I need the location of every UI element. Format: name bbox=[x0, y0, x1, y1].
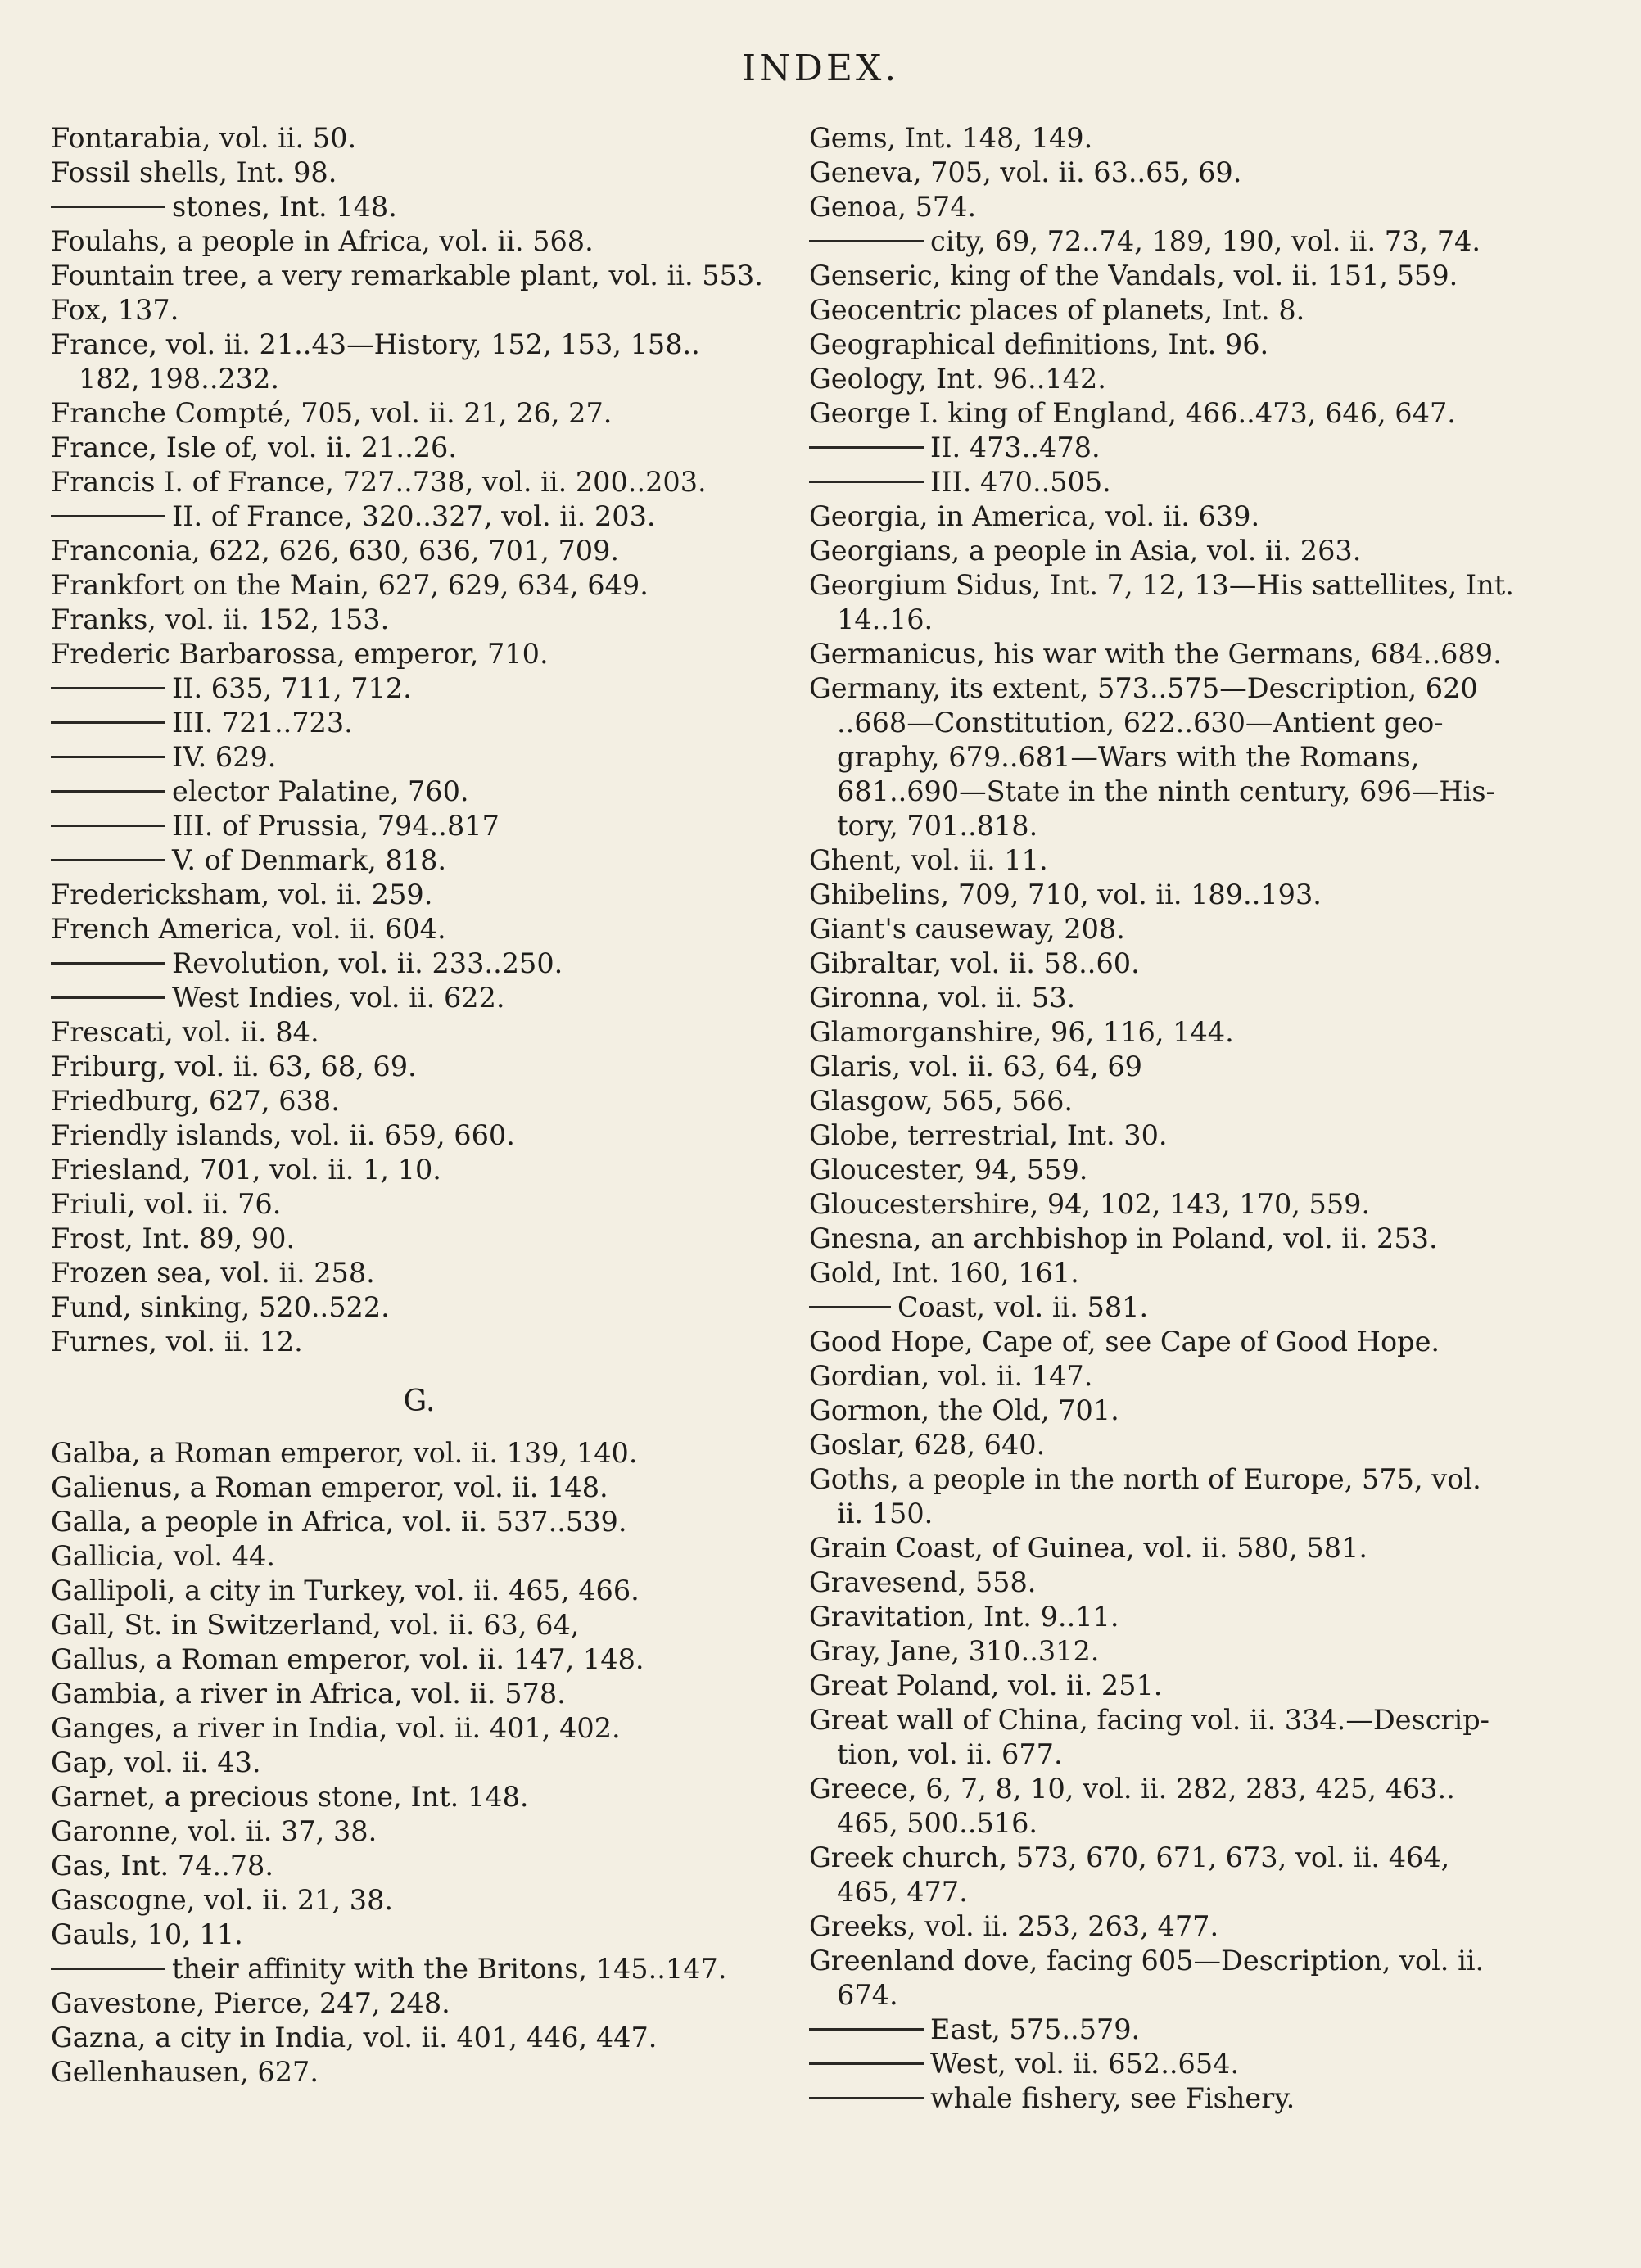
index-entry: Glamorganshire, 96, 116, 144. bbox=[809, 1016, 1234, 1048]
ditto-dash bbox=[51, 1968, 165, 1970]
index-entry: Gellenhausen, 627. bbox=[51, 2056, 319, 2088]
index-entry: Fountain tree, a very remarkable plant, vol. ii. 553. bbox=[51, 260, 763, 291]
index-subentry-text: East, 575..579. bbox=[930, 2013, 1141, 2045]
ditto-dash bbox=[51, 962, 165, 965]
index-entry: Friesland, 701, vol. ii. 1, 10. bbox=[51, 1154, 441, 1186]
index-column-left bbox=[51, 121, 788, 2090]
ditto-dash bbox=[809, 2097, 924, 2099]
index-entry: Georgians, a people in Asia, vol. ii. 263. bbox=[809, 535, 1362, 567]
index-entry: Franks, vol. ii. 152, 153. bbox=[51, 603, 390, 635]
index-entry: Galba, a Roman emperor, vol. ii. 139, 140. bbox=[51, 1437, 638, 1469]
index-entry: Gravesend, 558. bbox=[809, 1566, 1037, 1598]
index-entry: Galla, a people in Africa, vol. ii. 537..539. bbox=[51, 1506, 627, 1538]
index-entry: Geographical definitions, Int. 96. bbox=[809, 328, 1269, 360]
index-subentry-text: West, vol. ii. 652..654. bbox=[930, 2048, 1240, 2080]
index-entry: Gnesna, an archbishop in Poland, vol. ii. 253. bbox=[809, 1222, 1438, 1254]
index-entry: Gloucestershire, 94, 102, 143, 170, 559. bbox=[809, 1188, 1371, 1220]
index-entry: Genoa, 574. bbox=[809, 191, 977, 223]
index-entry: Goths, a people in the north of Europe, 575, vol. ii. 150. bbox=[809, 1463, 1481, 1529]
index-column-right bbox=[809, 121, 1538, 2116]
index-subentry-text: stones, Int. 148. bbox=[172, 191, 397, 223]
ditto-dash bbox=[809, 2028, 924, 2031]
index-subentry-text: III. of Prussia, 794..817 bbox=[172, 810, 500, 842]
index-subentry bbox=[51, 843, 788, 878]
index-entry: Friendly islands, vol. ii. 659, 660. bbox=[51, 1119, 515, 1151]
index-entry: Great wall of China, facing vol. ii. 334.—Descrip- tion, vol. ii. 677. bbox=[809, 1704, 1490, 1770]
index-entry: Gold, Int. 160, 161. bbox=[809, 1257, 1079, 1289]
index-entry: Garonne, vol. ii. 37, 38. bbox=[51, 1815, 377, 1847]
index-entry: Foulahs, a people in Africa, vol. ii. 568. bbox=[51, 225, 594, 257]
index-subentry bbox=[809, 2013, 1538, 2047]
index-subentry bbox=[51, 981, 788, 1015]
index-entry: Gloucester, 94, 559. bbox=[809, 1154, 1088, 1186]
index-entry: Gascogne, vol. ii. 21, 38. bbox=[51, 1884, 394, 1916]
index-entry: Francis I. of France, 727..738, vol. ii. 200..203. bbox=[51, 466, 707, 498]
index-entry: Greeks, vol. ii. 253, 263, 477. bbox=[809, 1910, 1219, 1942]
index-entry: Goslar, 628, 640. bbox=[809, 1429, 1046, 1461]
index-entry: Gall, St. in Switzerland, vol. ii. 63, 64, bbox=[51, 1609, 580, 1641]
index-entry: Frescati, vol. ii. 84. bbox=[51, 1016, 319, 1048]
index-entry: Friedburg, 627, 638. bbox=[51, 1085, 340, 1117]
index-entry: Geology, Int. 96..142. bbox=[809, 363, 1106, 395]
index-entry: Frozen sea, vol. ii. 258. bbox=[51, 1257, 375, 1289]
index-entry: Fossil shells, Int. 98. bbox=[51, 156, 337, 188]
index-entry: Gormon, the Old, 701. bbox=[809, 1394, 1119, 1426]
index-entry: George I. king of England, 466..473, 646, 647. bbox=[809, 397, 1456, 429]
index-subentry bbox=[809, 431, 1538, 465]
index-subentry bbox=[51, 499, 788, 534]
ditto-dash bbox=[51, 825, 165, 827]
index-entry: Great Poland, vol. ii. 251. bbox=[809, 1669, 1163, 1701]
index-entry: French America, vol. ii. 604. bbox=[51, 913, 446, 945]
index-subentry bbox=[51, 190, 788, 224]
index-subentry bbox=[809, 2081, 1538, 2116]
index-entry: Gravitation, Int. 9..11. bbox=[809, 1601, 1119, 1633]
ditto-dash bbox=[51, 859, 165, 861]
index-entry: Gap, vol. ii. 43. bbox=[51, 1746, 261, 1778]
index-entry: Georgia, in America, vol. ii. 639. bbox=[809, 500, 1260, 532]
index-entry: Gironna, vol. ii. 53. bbox=[809, 982, 1076, 1014]
ditto-dash bbox=[809, 2062, 924, 2065]
index-entry: Gallicia, vol. 44. bbox=[51, 1540, 276, 1572]
index-entry: Georgium Sidus, Int. 7, 12, 13—His sattellites, Int. 14..16. bbox=[809, 569, 1514, 635]
index-entry: Good Hope, Cape of, see Cape of Good Hope. bbox=[809, 1326, 1440, 1358]
index-entry: Frost, Int. 89, 90. bbox=[51, 1222, 296, 1254]
index-entry: Franche Compté, 705, vol. ii. 21, 26, 27. bbox=[51, 397, 613, 429]
index-subentry bbox=[809, 224, 1538, 259]
ditto-dash bbox=[51, 756, 165, 758]
index-entry: Gambia, a river in Africa, vol. ii. 578. bbox=[51, 1678, 566, 1710]
index-subentry bbox=[809, 2047, 1538, 2081]
index-subentry-text: III. 470..505. bbox=[930, 466, 1111, 498]
index-subentry-text: their affinity with the Britons, 145..147. bbox=[172, 1953, 727, 1985]
index-subentry bbox=[51, 947, 788, 981]
index-subentry-text: elector Palatine, 760. bbox=[172, 775, 469, 807]
index-entry: Gavestone, Pierce, 247, 248. bbox=[51, 1987, 450, 2019]
index-entry: Gems, Int. 148, 149. bbox=[809, 122, 1093, 154]
index-subentry-text: whale fishery, see Fishery. bbox=[930, 2082, 1295, 2114]
index-entry: France, Isle of, vol. ii. 21..26. bbox=[51, 431, 458, 463]
index-entry: Greek church, 573, 670, 671, 673, vol. ii. 464, 465, 477. bbox=[809, 1841, 1450, 1908]
section-letter-heading: G. bbox=[403, 1385, 436, 1418]
index-entry: Friburg, vol. ii. 63, 68, 69. bbox=[51, 1050, 417, 1082]
index-subentry bbox=[51, 809, 788, 843]
index-entry: Germanicus, his war with the Germans, 684..689. bbox=[809, 638, 1502, 670]
index-subentry-text: II. 473..478. bbox=[930, 431, 1101, 463]
index-entry: Furnes, vol. ii. 12. bbox=[51, 1326, 303, 1358]
ditto-dash bbox=[809, 446, 924, 449]
ditto-dash bbox=[809, 481, 924, 483]
index-entry: Ghent, vol. ii. 11. bbox=[809, 844, 1048, 876]
index-subentry-text: III. 721..723. bbox=[172, 707, 353, 739]
index-entry: Gordian, vol. ii. 147. bbox=[809, 1360, 1093, 1392]
index-subentry-text: city, 69, 72..74, 189, 190, vol. ii. 73, 74. bbox=[930, 225, 1481, 257]
index-entry: Glasgow, 565, 566. bbox=[809, 1085, 1074, 1117]
index-subentry-text: Revolution, vol. ii. 233..250. bbox=[172, 947, 563, 979]
index-entry: Galienus, a Roman emperor, vol. ii. 148. bbox=[51, 1471, 608, 1503]
index-entry: Fredericksham, vol. ii. 259. bbox=[51, 879, 433, 910]
index-entry: Genseric, king of the Vandals, vol. ii. 151, 559. bbox=[809, 260, 1458, 291]
index-subentry bbox=[51, 1952, 788, 1986]
index-subentry-text: Coast, vol. ii. 581. bbox=[897, 1291, 1149, 1323]
index-entry: France, vol. ii. 21..43—History, 152, 153, 158.. 182, 198..232. bbox=[51, 328, 700, 395]
index-subentry-text: V. of Denmark, 818. bbox=[172, 844, 447, 876]
ditto-dash bbox=[51, 996, 165, 999]
index-entry: Geocentric places of planets, Int. 8. bbox=[809, 294, 1305, 326]
ditto-dash bbox=[51, 206, 165, 208]
index-entry: Globe, terrestrial, Int. 30. bbox=[809, 1119, 1168, 1151]
index-subentry bbox=[51, 740, 788, 775]
index-entry: Ganges, a river in India, vol. ii. 401, 402. bbox=[51, 1712, 621, 1744]
ditto-dash bbox=[809, 1306, 891, 1308]
index-entry: Gazna, a city in India, vol. ii. 401, 446, 447. bbox=[51, 2022, 658, 2053]
index-entry: Gibraltar, vol. ii. 58..60. bbox=[809, 947, 1140, 979]
index-entry: Gas, Int. 74..78. bbox=[51, 1850, 274, 1882]
index-entry: Fontarabia, vol. ii. 50. bbox=[51, 122, 357, 154]
index-entry: Greenland dove, facing 605—Description, vol. ii. 674. bbox=[809, 1945, 1485, 2011]
index-entry: Geneva, 705, vol. ii. 63..65, 69. bbox=[809, 156, 1242, 188]
index-entry: Gauls, 10, 11. bbox=[51, 1918, 243, 1950]
index-subentry-text: West Indies, vol. ii. 622. bbox=[172, 982, 505, 1014]
index-subentry-text: II. 635, 711, 712. bbox=[172, 672, 412, 704]
index-entry: Gallipoli, a city in Turkey, vol. ii. 465, 466. bbox=[51, 1574, 640, 1606]
ditto-dash bbox=[51, 721, 165, 724]
page-title: INDEX. bbox=[741, 47, 900, 89]
index-entry: Giant's causeway, 208. bbox=[809, 913, 1125, 945]
index-entry: Fund, sinking, 520..522. bbox=[51, 1291, 390, 1323]
index-entry: Franconia, 622, 626, 630, 636, 701, 709. bbox=[51, 535, 620, 567]
index-subentry bbox=[51, 775, 788, 809]
index-subentry-text: IV. 629. bbox=[172, 741, 277, 773]
index-entry: Grain Coast, of Guinea, vol. ii. 580, 581. bbox=[809, 1532, 1368, 1564]
index-entry: Friuli, vol. ii. 76. bbox=[51, 1188, 282, 1220]
index-subentry bbox=[51, 671, 788, 706]
index-entry: Frankfort on the Main, 627, 629, 634, 649. bbox=[51, 569, 649, 601]
index-entry: Greece, 6, 7, 8, 10, vol. ii. 282, 283, 425, 463.. 465, 500..516. bbox=[809, 1773, 1455, 1839]
index-entry: Frederic Barbarossa, emperor, 710. bbox=[51, 638, 549, 670]
ditto-dash bbox=[809, 240, 924, 242]
index-entry: Glaris, vol. ii. 63, 64, 69 bbox=[809, 1050, 1142, 1082]
index-entry: Fox, 137. bbox=[51, 294, 179, 326]
index-subentry bbox=[809, 1290, 1538, 1325]
ditto-dash bbox=[51, 687, 165, 689]
index-entry: Gallus, a Roman emperor, vol. ii. 147, 148. bbox=[51, 1643, 644, 1675]
index-subentry bbox=[809, 465, 1538, 499]
index-entry: Garnet, a precious stone, Int. 148. bbox=[51, 1781, 529, 1813]
index-subentry bbox=[51, 706, 788, 740]
ditto-dash bbox=[51, 515, 165, 517]
index-entry: Germany, its extent, 573..575—Description, 620 ..668—Constitution, 622..630—Antient geo- graphy, 679..681—Wars with the Romans, 681..690—State in the ninth century, 696—His- tory, 701..818. bbox=[809, 672, 1495, 842]
index-subentry-text: II. of France, 320..327, vol. ii. 203. bbox=[172, 500, 656, 532]
index-entry: Gray, Jane, 310..312. bbox=[809, 1635, 1100, 1667]
ditto-dash bbox=[51, 790, 165, 793]
index-entry: Ghibelins, 709, 710, vol. ii. 189..193. bbox=[809, 879, 1322, 910]
